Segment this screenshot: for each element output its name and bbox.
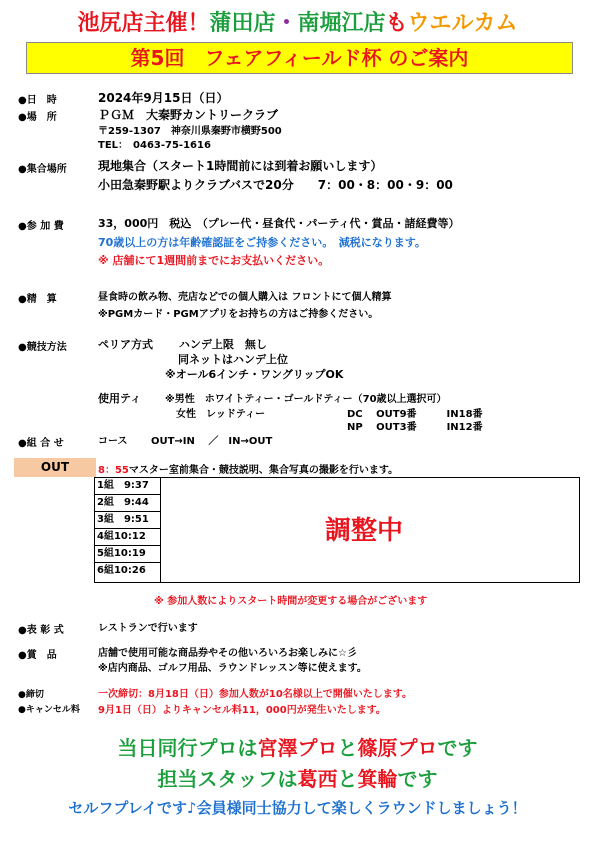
event-header <box>0 6 595 37</box>
staff-name-1: 葛西 <box>297 767 338 791</box>
out-note-line <box>98 461 398 476</box>
schedule-status: 調整中 <box>325 516 404 546</box>
pro-name-2: 篠原プロ <box>357 736 438 760</box>
header-store-kamata: 蒲田店 <box>209 11 276 36</box>
header-store-minamihorie: 南堀江店 <box>297 11 386 36</box>
dc-holes: DC OUT9番 IN18番 <box>347 409 483 420</box>
pro-suffix: です <box>437 736 478 760</box>
settlement-line1: 昼食時の飲み物、売店などでの個人購入は フロントにて個人精算 <box>98 292 392 303</box>
prize-line2: ※店内商品、ゴルフ用品、ラウンドレッスン等に使えます。 <box>98 663 367 674</box>
venue-tel: TEL： 0463-75-1616 <box>98 140 211 151</box>
combo-value: コース OUT→IN ／ IN→OUT <box>98 436 273 447</box>
header-welcome: ウエルカム <box>407 11 518 36</box>
deadline-line2: 9月1日（日）よりキャンセル料11，000円が発生いたします。 <box>98 705 386 716</box>
venue-label: ●場 所 <box>18 112 57 123</box>
combo-label: ●組 合 せ <box>18 438 64 449</box>
prize-line1: 店舗で使用可能な商品券やその他いろいろお楽しみに☆彡 <box>98 648 357 659</box>
group-row: 4組10:12 <box>95 529 161 546</box>
meeting-line2: 小田急秦野駅よりクラブバスで20分 7：00・8：00・9：00 <box>98 178 453 192</box>
meeting-label: ●集合場所 <box>18 164 67 175</box>
tee-label: 使用ティ <box>98 392 142 405</box>
group-row: 5組10:19 <box>95 546 161 563</box>
header-mo: も <box>385 11 408 36</box>
rules-label: ●競技方法 <box>18 342 67 353</box>
group-row: 6組10:26 <box>95 563 161 582</box>
pro-intro: 当日同行プロは <box>117 736 258 760</box>
award-label: ●表 彰 式 <box>18 625 64 636</box>
award-value: レストランで行います <box>98 623 198 634</box>
tee-men: ※男性 ホワイトティー・ゴールドティー（70歳以上選択可） <box>165 394 447 405</box>
fee-line2: 70歳以上の方は年齢確認証をご持参ください。 減税になります。 <box>98 236 426 249</box>
out-tag: OUT <box>14 458 96 477</box>
out-time: 8：55 <box>98 465 129 476</box>
deadline-label: ●締切 <box>18 690 44 700</box>
staff-announcement <box>0 763 595 792</box>
pro-name-1: 宮澤プロ <box>257 736 338 760</box>
tee-time-grid <box>94 477 580 583</box>
header-host: 池尻店主催！ <box>77 11 210 36</box>
start-time-warning: ※ 参加人数によりスタート時間が変更する場合がございます <box>154 596 428 607</box>
event-title-banner: 第5回 フェアフィールド杯 のご案内 <box>26 42 573 74</box>
meeting-line1: 現地集合（スタート1時間前には到着お願いします） <box>98 159 383 173</box>
group-row: 1組 9:37 <box>95 478 161 495</box>
rules-line2: 同ネットはハンデ上位 <box>178 353 288 366</box>
settlement-line2: ※PGMカード・PGMアプリをお持ちの方はご持参ください。 <box>98 309 379 320</box>
fee-line1: 33，000円 税込 （プレー代・昼食代・パーティ代・賞品・諸経費等） <box>98 217 460 230</box>
staff-intro: 担当スタッフは <box>157 767 298 791</box>
settlement-label: ●精 算 <box>18 294 57 305</box>
date-value: 2024年9月15日（日） <box>98 91 229 105</box>
np-holes: NP OUT3番 IN12番 <box>347 422 483 433</box>
fee-line3: ※ 店舗にて1週間前までにお支払いください。 <box>98 254 330 267</box>
rules-line3: ※オール6インチ・ワングリップOK <box>165 368 344 381</box>
pro-and: と <box>337 736 358 760</box>
group-row: 3組 9:51 <box>95 512 161 529</box>
staff-and: と <box>337 767 358 791</box>
prize-label: ●賞 品 <box>18 650 57 661</box>
venue-name: ＰＧＭ 大秦野カントリークラブ <box>98 108 279 122</box>
group-row: 2組 9:44 <box>95 495 161 512</box>
cancel-label: ●キャンセル料 <box>18 705 80 715</box>
fee-label: ●参 加 費 <box>18 221 64 232</box>
tee-women: 女性 レッドティー <box>176 409 266 420</box>
out-note: マスター室前集合・競技説明、集合写真の撮影を行います。 <box>128 465 399 476</box>
staff-name-2: 箕輪 <box>357 767 398 791</box>
rules-line1: ペリア方式 ハンデ上限 無し <box>98 338 267 351</box>
deadline-line1: 一次締切：8月18日（日）参加人数が10名様以上で開催いたします。 <box>98 689 412 700</box>
self-play-note: セルフプレイです♪会員様同士協力して楽しくラウンドしましょう！ <box>68 799 527 817</box>
pro-announcement <box>0 732 595 761</box>
staff-suffix: です <box>397 767 438 791</box>
header-separator: ・ <box>275 11 298 36</box>
date-label: ●日 時 <box>18 95 57 106</box>
venue-address: 〒259-1307 神奈川県秦野市横野500 <box>98 126 282 137</box>
